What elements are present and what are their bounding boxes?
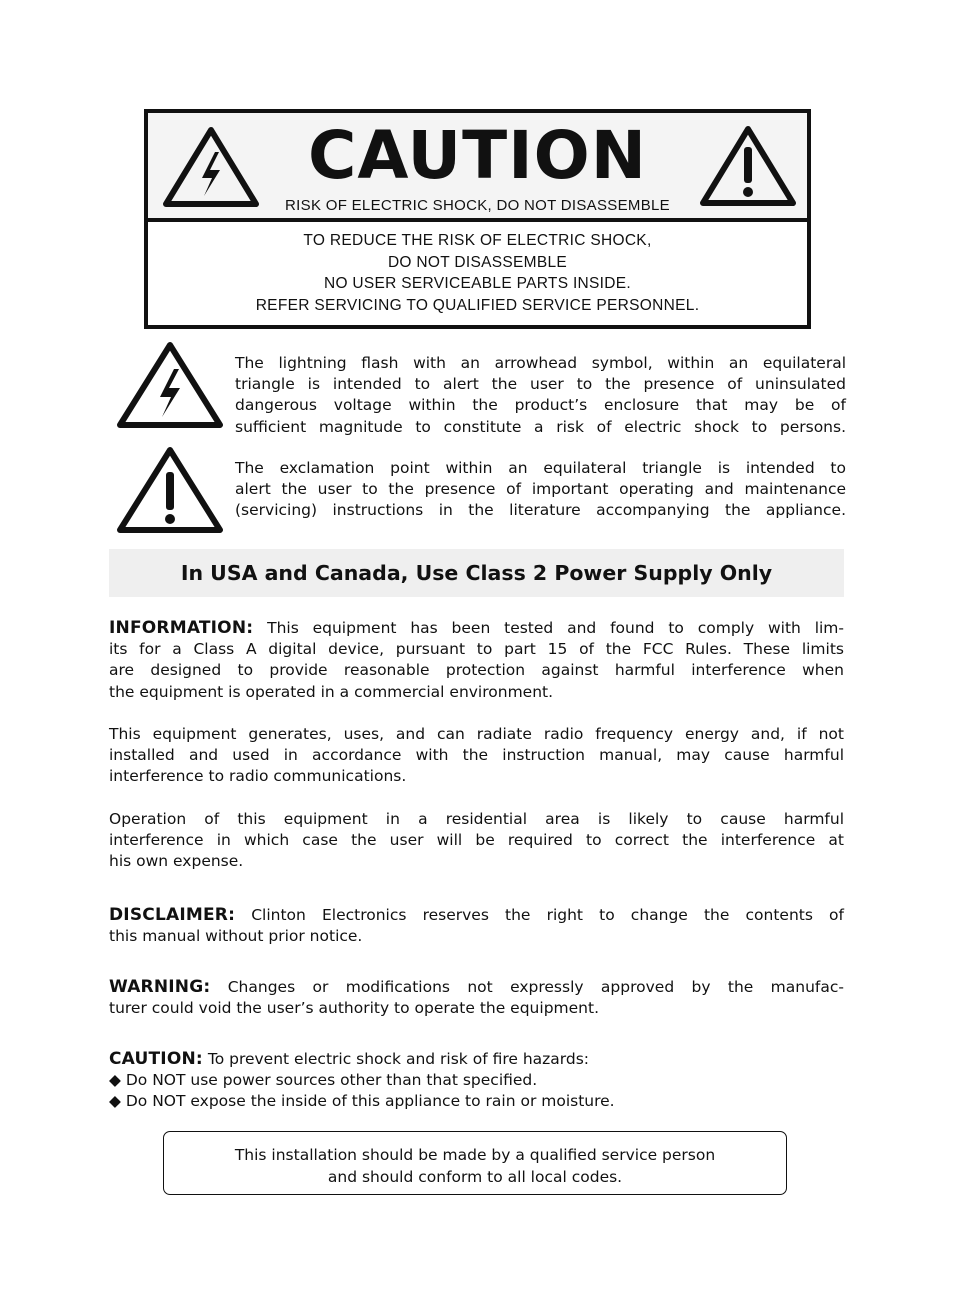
paragraph-line: This equipment generates, uses, and can radiate radio frequency energy and, if not [109, 725, 844, 743]
disclaimer-text: this manual without prior notice. [109, 927, 363, 946]
description-line: dangerous voltage within the product’s enclosure that may be of [235, 396, 846, 415]
lightning-description [235, 353, 846, 438]
installation-note-box [163, 1131, 787, 1195]
caution-line: DO NOT DISASSEMBLE [387, 253, 568, 271]
caution-line: NO USER SERVICEABLE PARTS INSIDE. [323, 275, 632, 292]
warning-section [109, 977, 844, 1019]
disclaimer-label: DISCLAIMER: [109, 905, 236, 925]
residential-paragraph [109, 809, 844, 873]
exclamation-warning-icon [699, 125, 797, 207]
rf-energy-paragraph [109, 724, 844, 788]
note-line: and should conform to all local codes. [327, 1168, 623, 1186]
description-line: alert the user to the presence of important operating and maintenance [235, 480, 846, 499]
caution-title: CAUTION [308, 117, 647, 194]
warning-text: Changes or modifications not expressly approved by the manufac- [227, 978, 844, 996]
caution-intro: To prevent electric shock and risk of fire hazards: [207, 1050, 590, 1068]
caution-instructions [148, 222, 807, 316]
caution-line: REFER SERVICING TO QUALIFIED SERVICE PERSONNEL. [255, 296, 700, 314]
disclaimer-section [109, 905, 844, 947]
caution-section [109, 1049, 844, 1113]
description-line: triangle is intended to alert the user to the presence of uninsulated [235, 375, 846, 394]
diamond-bullet-icon: ◆ [109, 1071, 121, 1090]
caution-box [144, 109, 811, 329]
paragraph-line: interference in which case the user will be required to correct the interference at [109, 831, 844, 850]
paragraph-line: interference to radio communications. [109, 767, 407, 786]
description-line: (servicing) instructions in the literature accompanying the appliance. [235, 501, 846, 520]
paragraph-line: his own expense. [109, 852, 244, 871]
information-text: are designed to provide reasonable protection against harmful interference when [109, 661, 844, 680]
caution-bullet [109, 1070, 844, 1091]
lightning-triangle-icon [116, 341, 224, 429]
lightning-symbol-row [116, 341, 846, 436]
note-line: This installation should be made by a qualified service person [234, 1146, 716, 1164]
power-supply-banner: In USA and Canada, Use Class 2 Power Supply Only [109, 549, 844, 597]
caution-line: TO REDUCE THE RISK OF ELECTRIC SHOCK, [303, 232, 652, 249]
exclamation-description [235, 458, 846, 522]
caution-bullet [109, 1091, 844, 1112]
information-text: its for a Class A digital device, pursuant to part 15 of the FCC Rules. These limits [109, 640, 844, 659]
warning-label: WARNING: [109, 977, 211, 997]
diamond-bullet-icon: ◆ [109, 1092, 121, 1111]
bullet-text: Do NOT expose the inside of this appliance to rain or moisture. [125, 1092, 615, 1111]
caution-label: CAUTION: [109, 1049, 203, 1069]
information-label: INFORMATION: [109, 618, 254, 638]
paragraph-line: Operation of this equipment in a residential area is likely to cause harmful [109, 810, 844, 828]
paragraph-line: installed and used in accordance with the instruction manual, may cause harmful [109, 746, 844, 765]
caution-subtitle: RISK OF ELECTRIC SHOCK, DO NOT DISASSEMBLE [285, 197, 670, 214]
exclamation-symbol-row [116, 446, 846, 536]
bullet-text: Do NOT use power sources other than that specified. [125, 1071, 538, 1090]
information-text: the equipment is operated in a commercial environment. [109, 682, 554, 701]
warning-text: turer could void the user’s authority to operate the equipment. [109, 999, 599, 1018]
information-section [109, 618, 844, 703]
disclaimer-text: Clinton Electronics reserves the right to change the contents of [251, 906, 844, 924]
description-line: The exclamation point within an equilateral triangle is intended to [235, 459, 846, 477]
description-line: The lightning flash with an arrowhead symbol, within an equilateral [235, 354, 846, 372]
exclamation-triangle-icon [116, 446, 224, 534]
information-text: This equipment has been tested and found to comply with lim- [267, 619, 844, 637]
caution-header [148, 113, 807, 222]
description-line: sufficient magnitude to constitute a risk of electric shock to persons. [235, 417, 846, 436]
